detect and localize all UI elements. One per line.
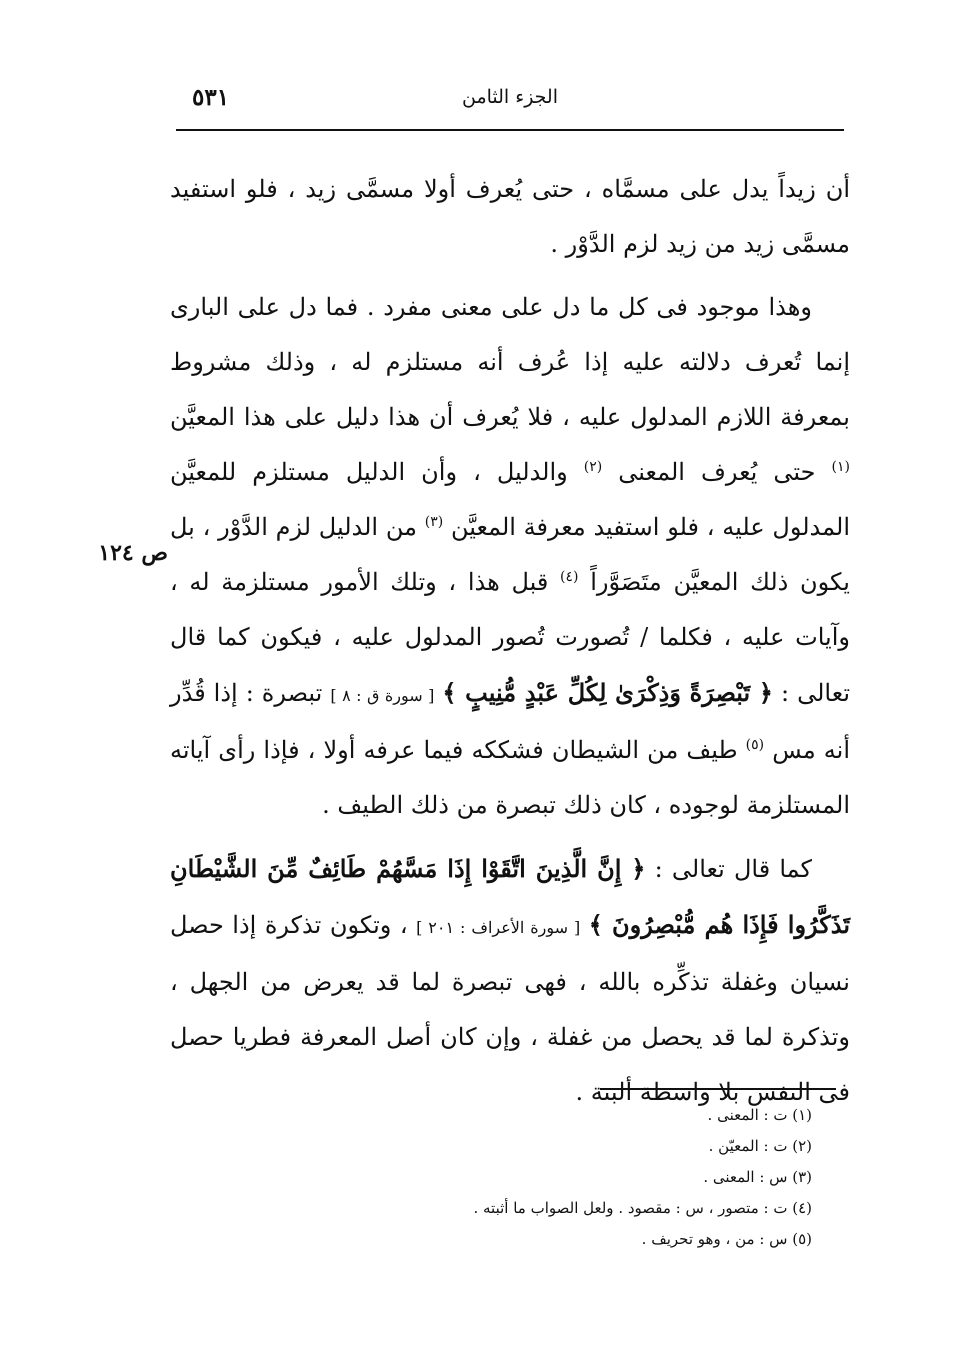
margin-page-reference: ص ١٢٤ — [98, 540, 168, 566]
footnote-marker-4: (٤) — [560, 569, 579, 585]
footnote-3: (٣) س : المعنى . — [703, 1168, 812, 1186]
paragraph-2-text-e: قبل هذا ، وتلك الأمور مستلزمة له ، وآيات عليه ، فكلما / تُصورت تُصور المدلول عليه ، فيكون كما قال تعالى : — [170, 568, 850, 707]
paragraph-2-text-d: من الدليل لزم الدَّوْر ، بل يكون ذلك المعيَّن متَصَوَّراً — [170, 513, 850, 596]
footnote-marker-2: (٢) — [583, 459, 603, 475]
footnote-2: (٢) ت : المعيّن . — [708, 1137, 812, 1155]
paragraph-2-text-f: تبصرة : إذا قُدِّر أنه مس — [170, 679, 850, 764]
quran-verse-1: ﴿ تَبْصِرَةً وَذِكْرَىٰ لِكُلِّ عَبْدٍ مُّنِيبٍ ﴾ — [442, 678, 773, 707]
paragraph-2-text-a: وهذا موجود فى كل ما دل على معنى مفرد . فما دل على البارى إنما تُعرف دلالته عليه إذا عُرف أنه مستلزم له ، وذلك مشروط بمعرفة اللازم المدلول عليه ، فلا يُعرف أن هذا دليل على هذا المعيَّن — [170, 293, 850, 431]
footnote-1: (١) ت : المعنى . — [707, 1106, 812, 1124]
verse-reference-2: [ سورة الأعراف : ٢٠١ ] — [416, 918, 581, 937]
paragraph-2-text-g: طيف من الشيطان فشككه فيما عرفه أولا ، فإذا رأى آياته المستلزمة لوجوده ، كان ذلك تبصرة من ذلك الطيف . — [170, 736, 850, 819]
paragraph-2-text-b: حتى يُعرف المعنى — [618, 458, 816, 486]
main-text — [170, 162, 850, 1128]
paragraph-1-text: أن زيداً يدل على مسمَّاه ، حتى يُعرف أولا مسمَّى زيد ، فلو استفيد مسمَّى زيد من زيد لزم الدَّوْر . — [170, 175, 850, 258]
quran-verse-2: ﴿ إِنَّ الَّذِينَ اتَّقَوْا إِذَا مَسَّهُمْ طَائِفٌ مِّنَ الشَّيْطَانِ تَذَكَّرُوا فَإِذَا هُم مُّبْصِرُونَ ﴾ — [170, 854, 851, 939]
header-rule — [176, 129, 844, 131]
verse-reference-1: [ سورة ق : ٨ ] — [330, 686, 435, 705]
paragraph-3 — [170, 841, 850, 1120]
footnote-5: (٥) س : من ، وهو تحريف . — [641, 1230, 812, 1248]
footnote-marker-3: (٣) — [424, 514, 444, 530]
page-number: ٥٣١ — [192, 84, 230, 111]
footnote-marker-5: (٥) — [745, 737, 765, 753]
footnote-rule — [600, 1088, 836, 1090]
footnote-marker-1: (١) — [831, 459, 850, 475]
footnote-4: (٤) ت : متصور ، س : مقصود . ولعل الصواب ما أثبته . — [473, 1199, 812, 1217]
paragraph-2 — [170, 280, 850, 833]
paragraph-3-text-a: كما قال تعالى : — [654, 855, 812, 883]
page-header — [178, 82, 842, 122]
footnotes — [300, 1100, 812, 1255]
paragraph-2-text-c: والدليل ، وأن الدليل مستلزم للمعيَّن المدلول عليه ، فلو استفيد معرفة المعيَّن — [170, 458, 851, 541]
running-title: الجزء الثامن — [461, 86, 559, 108]
paragraph-3-text-b: ، وتكون تذكرة إذا حصل نسيان وغفلة تذكِّره بالله ، فهى تبصرة لما قد يعرض من الجهل ، وتذكرة لما قد يحصل من غفلة ، وإن كان أصل المعرفة فطريا حصل فى النفس بلا واسطة ألبتة . — [170, 911, 850, 1106]
paragraph-1 — [170, 162, 850, 272]
